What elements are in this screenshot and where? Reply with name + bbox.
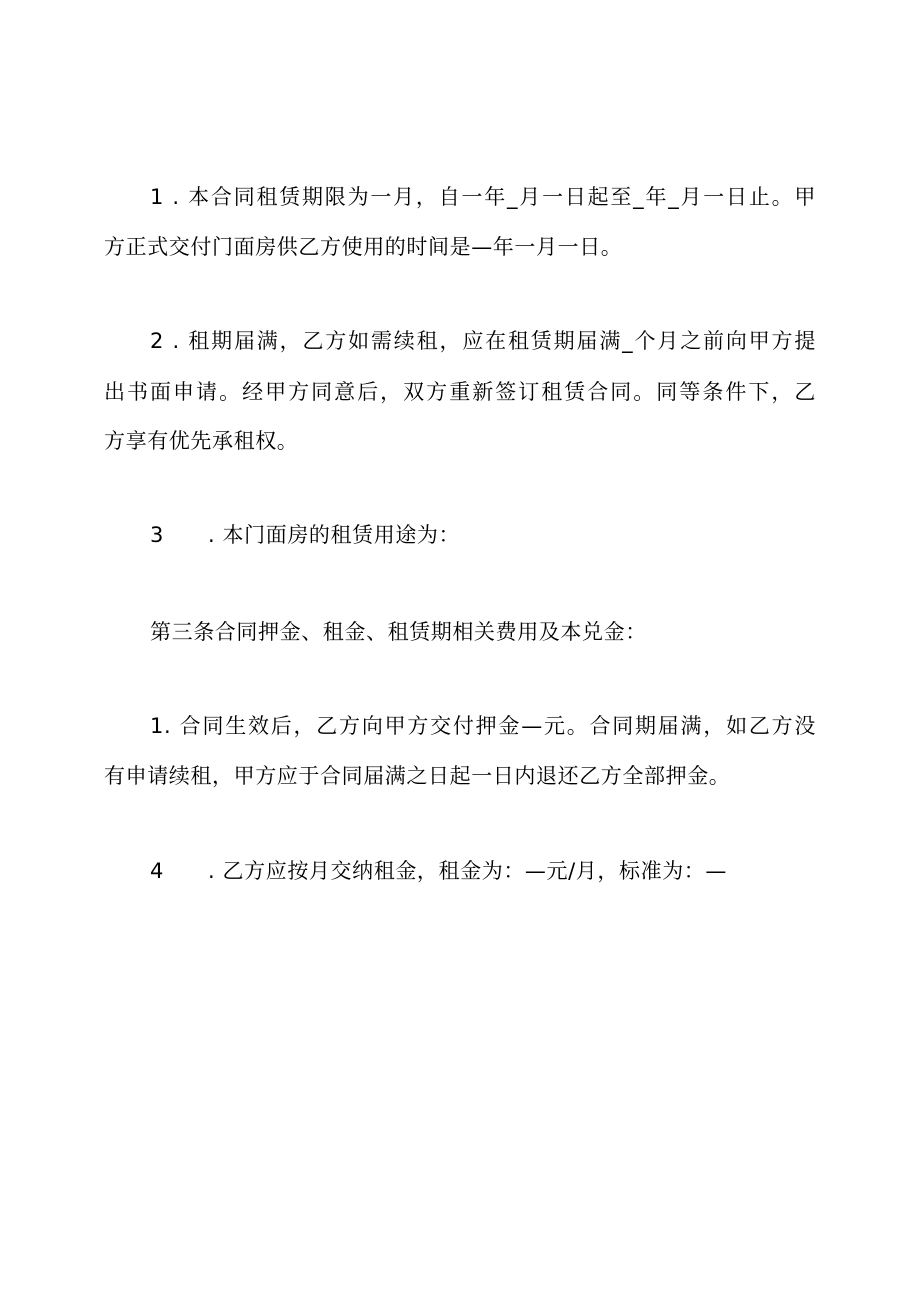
clause-3-line	[150, 525, 460, 546]
clause-2-number: 2	[150, 329, 164, 353]
article-3-heading: 第三条合同押金、租金、租赁期相关费用及本兑金：	[150, 620, 647, 644]
clause-2-line-3: 方享有优先承租权。	[104, 429, 299, 453]
clause-2-line-1	[150, 331, 816, 352]
clause-2-line-2: 出书面申请。经甲方同意后，双方重新签订租赁合同。同等条件下，乙	[104, 380, 816, 404]
clause-2-text-1: . 租期届满，乙方如需续租，应在租赁期届满_个月之前向甲方提	[172, 329, 816, 353]
deposit-clause-line-2: 有申请续租，甲方应于合同届满之日起一日内退还乙方全部押金。	[104, 764, 731, 788]
clause-3-text: . 本门面房的租赁用途为：	[207, 523, 461, 547]
clause-4-number: 4	[150, 859, 164, 883]
clause-1-line-2: 方正式交付门面房供乙方使用的时间是—年一月一日。	[104, 235, 623, 259]
clause-1-text-1: . 本合同租赁期限为一月，自一年_月一日起至_年_月一日止。甲	[172, 185, 816, 209]
clause-1-line-1	[150, 187, 816, 208]
clause-4-line	[150, 861, 727, 882]
clause-1-number: 1	[150, 185, 164, 209]
deposit-clause-line-1: 1. 合同生效后，乙方向甲方交付押金—元。合同期届满，如乙方没	[150, 714, 816, 738]
clause-3-number: 3	[150, 523, 164, 547]
clause-4-text: . 乙方应按月交纳租金，租金为：—元/月，标准为：—	[207, 859, 727, 883]
